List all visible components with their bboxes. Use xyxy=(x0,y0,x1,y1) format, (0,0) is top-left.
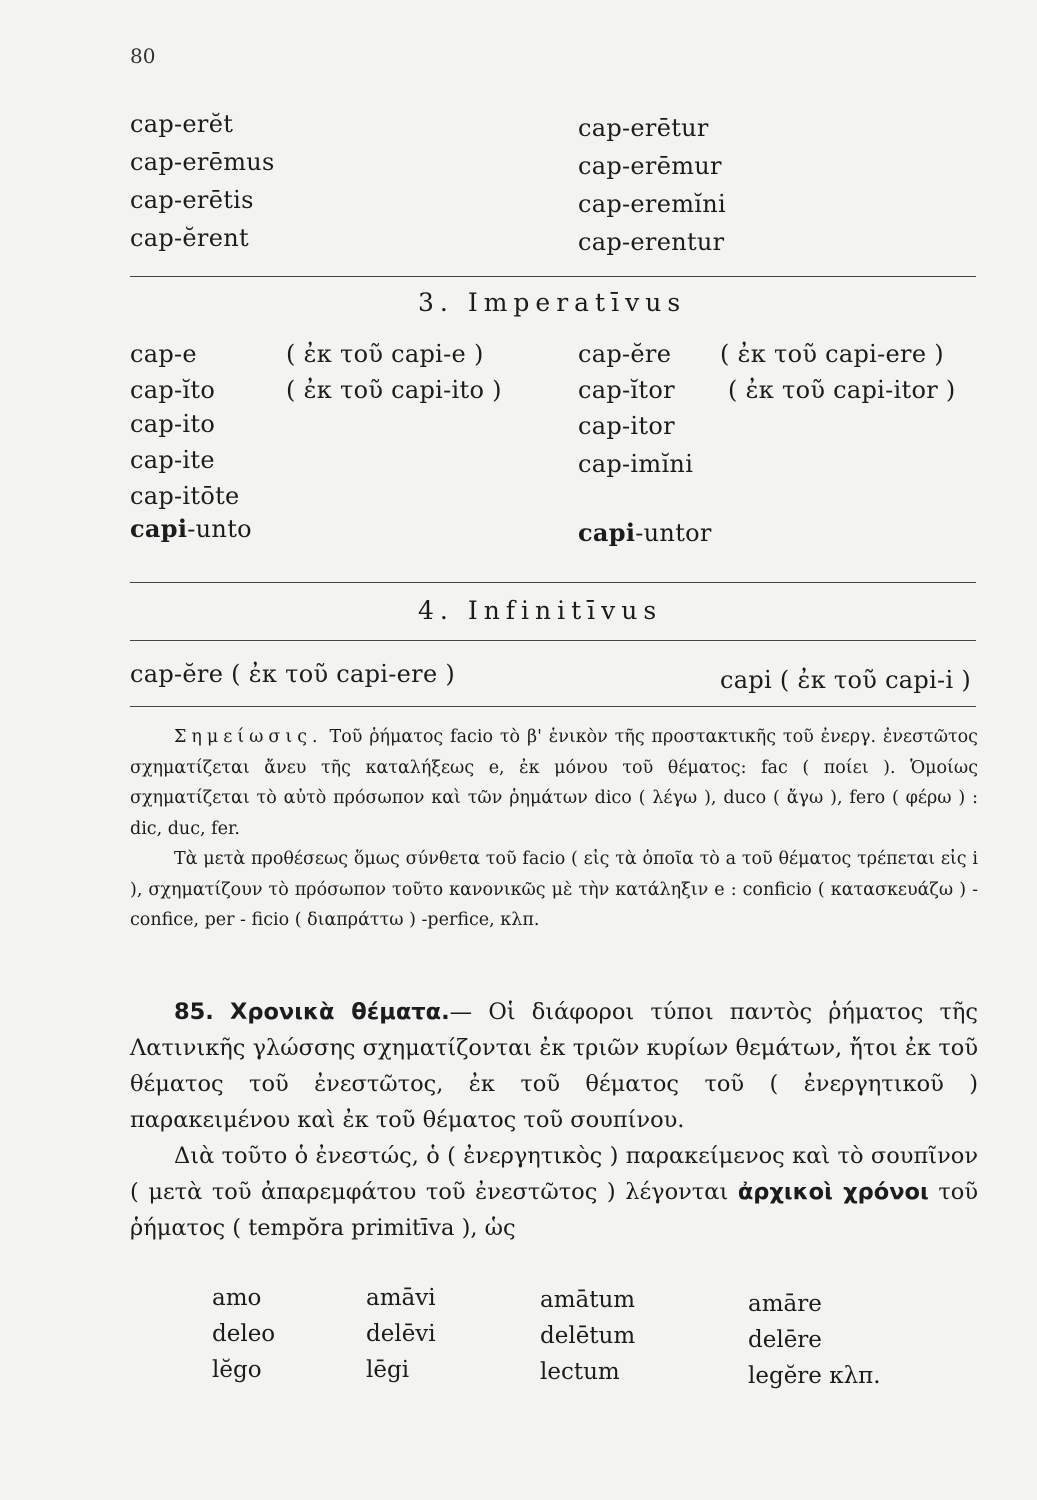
form-passive-3: cap-eremĭni xyxy=(578,190,726,218)
divider-rule xyxy=(130,582,976,583)
form-passive-1: cap-erētur xyxy=(578,114,709,142)
infinitive-passive: capi ( ἐκ τοῦ capi-i ) xyxy=(720,666,972,694)
imperative-passive-form: cap-ĭtor xyxy=(578,376,675,404)
note-paragraph-1 xyxy=(130,722,978,844)
note-label: Σημείωσις. xyxy=(174,727,323,747)
principal-parts-col-1 xyxy=(212,1280,275,1388)
imperative-active-note: ( ἐκ τοῦ capi-ito ) xyxy=(286,376,502,404)
principal-parts-col-3 xyxy=(540,1282,635,1390)
section-title: Χρονικὰ θέματα. xyxy=(230,999,450,1025)
heading-number: 3. xyxy=(418,288,454,317)
note-paragraph-2: Τὰ μετὰ προθέσεως ὅμως σύνθετα τοῦ facio ( εἰς τὰ ὁποῖα τὸ a τοῦ θέματος τρέπεται εἰς i ), σχηματίζουν τὸ πρόσωπον τοῦτο κανονικῶς μὲ τὴν κατάληξιν e : conficio ( κατασκευάζω ) -confice, per - ficio ( διαπράττω ) -perfice, κλπ. xyxy=(130,849,978,930)
imperative-passive-form-last xyxy=(578,518,712,547)
table-cell: delētum xyxy=(540,1323,636,1349)
divider-rule xyxy=(130,640,976,641)
principal-parts-col-2 xyxy=(366,1280,436,1388)
imperative-passive-note: ( ἐκ τοῦ capi-itor ) xyxy=(728,376,956,404)
form-passive-4: cap-erentur xyxy=(578,228,725,256)
imperative-active-note: ( ἐκ τοῦ capi-e ) xyxy=(286,340,484,368)
heading-infinitivus xyxy=(418,596,662,625)
table-cell: deleo xyxy=(212,1321,276,1347)
form-active-3: cap-erētis xyxy=(130,186,254,214)
stem-bold: capi xyxy=(130,514,188,543)
table-cell: delēvi xyxy=(366,1321,436,1347)
imperative-active-form: cap-ito xyxy=(130,410,216,438)
table-cell: lĕgo xyxy=(212,1357,262,1383)
heading-word: Imperatīvus xyxy=(467,288,687,317)
stem-bold: capi xyxy=(578,518,636,547)
imperative-passive-form: cap-ĕre xyxy=(578,340,672,368)
table-cell: amātum xyxy=(540,1287,636,1313)
section-bold-term: ἀρχικοὶ χρόνοι xyxy=(737,1179,929,1205)
table-cell: delēre xyxy=(748,1327,822,1353)
imperative-active-form: cap-ĭto xyxy=(130,376,216,404)
table-cell: lectum xyxy=(540,1359,620,1385)
heading-word: Infinitīvus xyxy=(467,596,663,625)
table-cell: legĕre κλπ. xyxy=(748,1363,881,1389)
imperative-passive-form: cap-imĭni xyxy=(578,450,694,478)
divider-rule xyxy=(130,276,976,277)
imperative-active-form: cap-e xyxy=(130,340,197,368)
infinitive-active: cap-ĕre ( ἐκ τοῦ capi-ere ) xyxy=(130,660,456,688)
heading-imperativus xyxy=(418,288,686,317)
table-cell: amo xyxy=(212,1285,262,1311)
imperative-passive-note: ( ἐκ τοῦ capi-ere ) xyxy=(720,340,944,368)
section-text: τοῦ ῥήματος ( tempŏra primitīva ), ὡς xyxy=(130,1179,978,1241)
table-cell: amāvi xyxy=(366,1285,436,1311)
imperative-active-form: cap-ite xyxy=(130,446,215,474)
ending: -untor xyxy=(635,519,712,547)
section-number: 85. xyxy=(174,999,214,1025)
imperative-passive-form: cap-itor xyxy=(578,412,675,440)
section-text: Διὰ τοῦτο ὁ ἐνεστώς, ὁ ( ἐνεργητικὸς ) παρακείμενος καὶ τὸ σουπῖνον ( μετὰ τοῦ ἀπαρεμφάτου τοῦ ἐνεστῶτος ) λέγονται xyxy=(130,1143,978,1205)
note-block xyxy=(130,722,978,936)
table-cell: amāre xyxy=(748,1291,822,1317)
heading-number: 4. xyxy=(418,596,454,625)
section-text: — Οἱ διάφοροι τύποι παντὸς ῥήματος τῆς Λατινικῆς γλώσσης σχηματίζονται ἐκ τριῶν κυρίων θεμάτων, ἤτοι ἐκ τοῦ θέματος τοῦ ἐνεστῶτος, ἐκ τοῦ θέματος τοῦ ( ἐνεργητικοῦ ) παρακειμένου καὶ ἐκ τοῦ θέματος τοῦ σουπίνου. xyxy=(130,999,978,1133)
ending: -unto xyxy=(187,515,252,543)
principal-parts-col-4 xyxy=(748,1286,881,1394)
divider-rule xyxy=(130,706,976,707)
imperative-active-form-last xyxy=(130,514,252,543)
note-text: Τοῦ ῥήματος facio τὸ β' ἑνικὸν τῆς προστακτικῆς τοῦ ἐνεργ. ἐνεστῶτος σχηματίζεται ἄνευ τῆς καταλήξεως e, ἐκ μόνου τοῦ θέματος: fac ( ποίει ). Ὁμοίως σχηματίζεται τὸ αὐτὸ πρόσωπον καὶ τῶν ῥημάτων dico ( λέγω ), duco ( ἄγω ), fero ( φέρω ) : dic, duc, fer. xyxy=(130,727,978,839)
section-paragraph-2 xyxy=(130,1138,978,1246)
form-active-1: cap-erĕt xyxy=(130,110,234,138)
imperative-active-form: cap-itōte xyxy=(130,482,240,510)
form-active-4: cap-ĕrent xyxy=(130,224,249,252)
table-cell: lēgi xyxy=(366,1357,410,1383)
page-number: 80 xyxy=(130,44,156,68)
section-85 xyxy=(130,994,978,1246)
section-paragraph-1 xyxy=(130,994,978,1138)
form-active-2: cap-erēmus xyxy=(130,148,275,176)
form-passive-2: cap-erēmur xyxy=(578,152,722,180)
